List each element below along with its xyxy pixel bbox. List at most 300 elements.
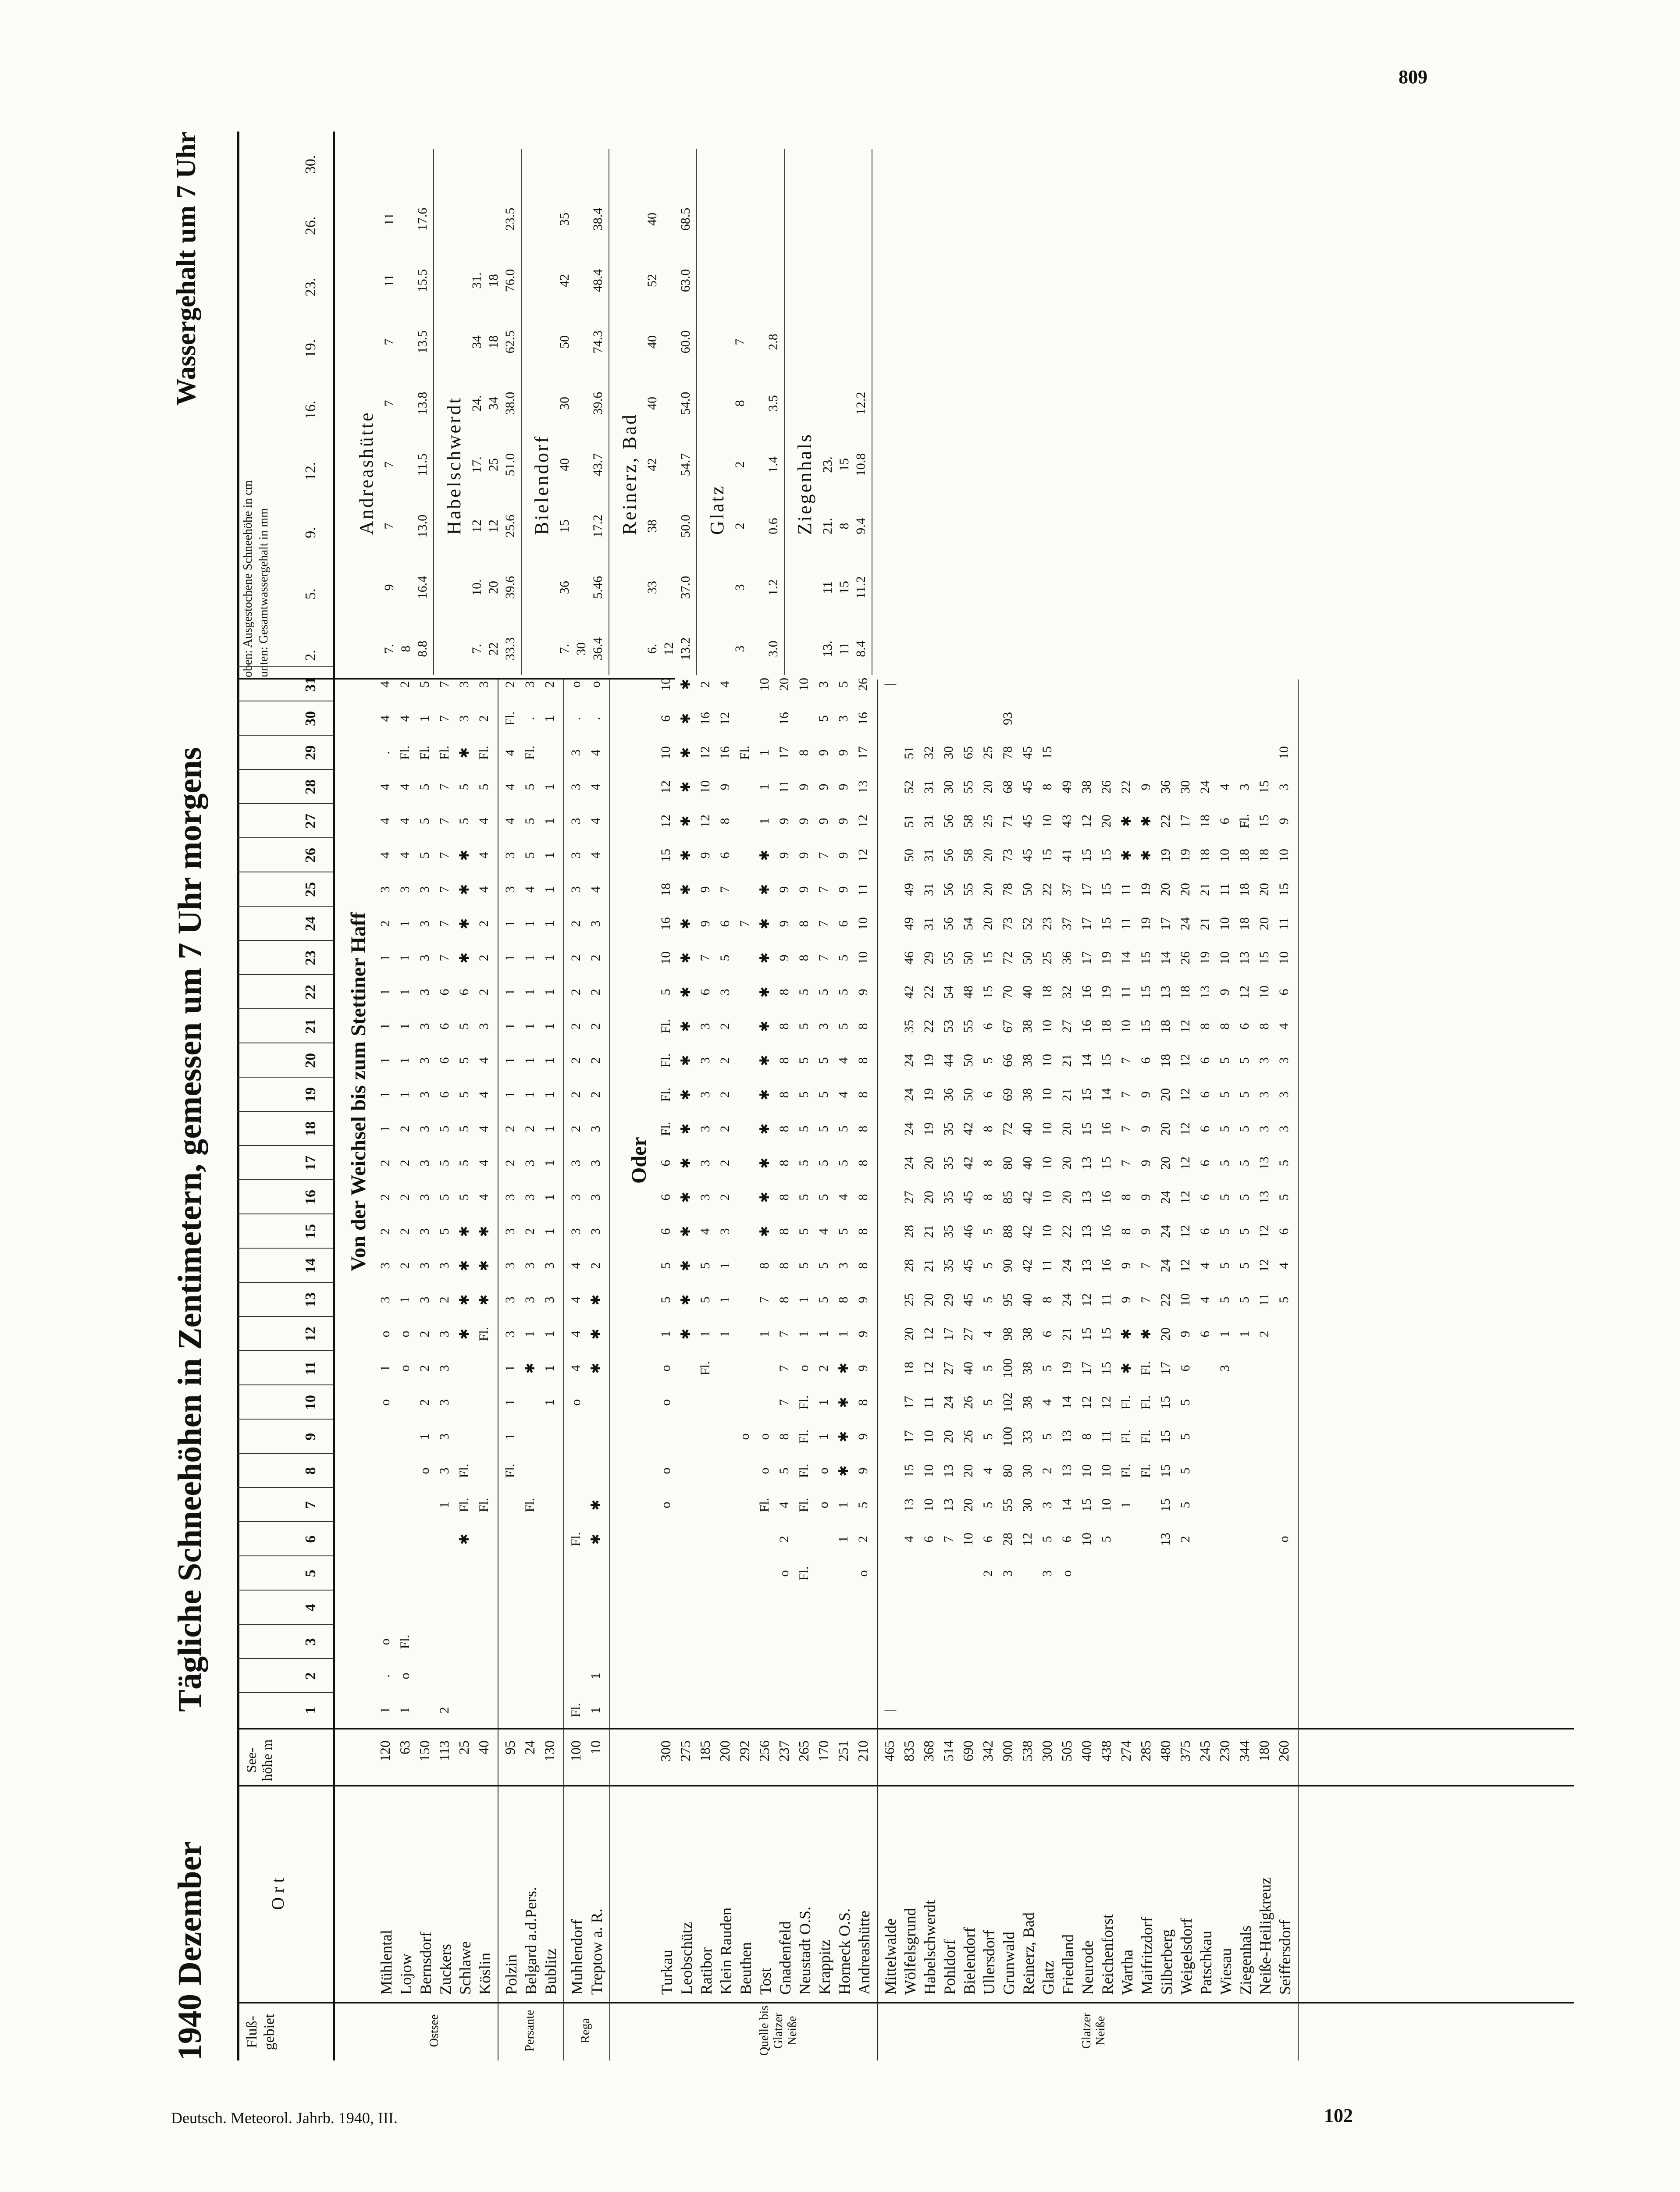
snow-depth-cell: 10 xyxy=(1040,1054,1054,1067)
snow-depth-cell: 5 xyxy=(836,1125,851,1132)
wg-value: 13.8 xyxy=(415,391,430,415)
snow-depth-cell: 5 xyxy=(457,1194,471,1201)
snow-depth-cell: 4 xyxy=(503,783,517,790)
station-name: Ullersdorf xyxy=(980,1930,998,1995)
snow-depth-cell: Fl. xyxy=(658,1121,673,1136)
station-elevation: 63 xyxy=(397,1740,413,1754)
wg-value: 2 xyxy=(733,523,747,530)
wg-value: 40 xyxy=(557,458,572,471)
snow-depth-cell: 13 xyxy=(1079,1225,1094,1238)
station-name: Bielendorf xyxy=(961,1927,978,1995)
snow-depth-cell: 30 xyxy=(941,746,956,759)
snow-depth-cell: 9 xyxy=(1139,1091,1153,1098)
snow-depth-cell: 3 xyxy=(1277,1057,1291,1064)
snow-depth-cell: 65 xyxy=(961,746,975,759)
day-column-rule xyxy=(237,803,333,804)
wg-value: 39.6 xyxy=(503,576,517,599)
snow-depth-cell: 9 xyxy=(797,886,811,893)
snow-depth-cell: 15 xyxy=(1099,1327,1114,1341)
snow-depth-cell: o xyxy=(658,1365,673,1372)
snow-depth-cell: ✱ xyxy=(836,1397,851,1408)
station-name: Andreashütte xyxy=(855,1911,873,1995)
snow-depth-cell: ✱ xyxy=(679,713,693,724)
snow-depth-cell: 15 xyxy=(1257,815,1271,828)
wg-value: 15.5 xyxy=(415,269,430,292)
snow-depth-cell: ✱ xyxy=(457,884,472,895)
snow-depth-cell: ✱ xyxy=(836,1431,851,1442)
snow-depth-cell: 10 xyxy=(1040,815,1054,828)
snow-depth-cell: 25 xyxy=(902,1293,916,1306)
snow-depth-cell: 5 xyxy=(1277,1296,1291,1303)
snow-depth-cell: 1 xyxy=(542,852,557,859)
snow-depth-cell: 12 xyxy=(1178,1156,1192,1170)
snow-depth-cell: 24 xyxy=(1060,1293,1074,1306)
snow-depth-cell: 5 xyxy=(523,852,537,859)
page-number: 809 xyxy=(1399,66,1427,88)
snow-depth-cell: 6 xyxy=(922,1536,936,1543)
snow-depth-cell: 8 xyxy=(757,1262,772,1269)
wg-value: 48.4 xyxy=(591,269,605,292)
snow-depth-cell: 1 xyxy=(437,1502,452,1509)
wg-value: 20 xyxy=(486,581,501,594)
snow-depth-cell: 3 xyxy=(523,1160,537,1167)
snow-depth-cell: ✱ xyxy=(836,1363,851,1374)
snow-depth-cell: 10 xyxy=(1217,951,1232,964)
snow-depth-cell: 3 xyxy=(457,715,471,722)
title-year-month: 1940 Dezember xyxy=(171,1842,208,2060)
snow-depth-cell: 8 xyxy=(777,989,791,996)
wg-day-header-8: 30. xyxy=(303,155,319,174)
snow-depth-cell: 2 xyxy=(718,1194,732,1201)
snow-depth-cell: 5 xyxy=(816,989,831,996)
snow-depth-cell: ✱ xyxy=(679,918,693,929)
snow-depth-cell: 1 xyxy=(1217,1331,1232,1338)
snow-depth-cell: 13 xyxy=(1237,951,1252,964)
snow-depth-cell: 12 xyxy=(1178,1191,1192,1204)
snow-depth-cell: 5 xyxy=(797,1194,811,1201)
snow-depth-cell: 6 xyxy=(1198,1125,1212,1132)
snow-depth-cell: 19 xyxy=(922,1088,936,1101)
snow-depth-cell: 4 xyxy=(378,715,392,722)
snow-depth-cell: 9 xyxy=(1119,1262,1133,1269)
snow-depth-cell: 24 xyxy=(1158,1191,1173,1204)
snow-depth-cell: 2 xyxy=(398,1194,412,1201)
snow-depth-cell: 40 xyxy=(961,1362,975,1375)
snow-depth-cell: 21 xyxy=(1060,1054,1074,1067)
station-elevation: 24 xyxy=(522,1740,537,1754)
snow-depth-cell: 12 xyxy=(1257,1259,1271,1272)
snow-depth-cell: Fl. xyxy=(797,1429,811,1444)
wg-value: 35 xyxy=(557,213,572,226)
snow-depth-cell: ✱ xyxy=(679,850,693,861)
snow-depth-cell: 2 xyxy=(417,1399,432,1406)
snow-depth-cell: 1 xyxy=(836,1536,851,1543)
snow-depth-cell: 11 xyxy=(856,883,870,896)
snow-depth-cell: 50 xyxy=(1020,883,1035,896)
snow-depth-cell: 7 xyxy=(1139,1262,1153,1269)
snow-depth-cell: 3 xyxy=(417,1160,432,1167)
day-header-20: 20 xyxy=(303,1053,319,1068)
snow-depth-cell: Fl. xyxy=(658,1053,673,1068)
station-name: Belgard a.d.Pers. xyxy=(522,1887,540,1995)
snow-depth-cell: 3 xyxy=(569,852,583,859)
snow-depth-cell: 10 xyxy=(922,1498,936,1512)
snow-depth-cell: 5 xyxy=(981,1228,995,1235)
section-title: Von der Weichsel bis zum Stettiner Haff xyxy=(347,912,370,1271)
snow-depth-cell: 9 xyxy=(1277,818,1291,825)
snow-depth-cell: 9 xyxy=(856,1467,870,1474)
snow-depth-cell: 5 xyxy=(457,783,471,790)
snow-depth-cell: 30 xyxy=(941,780,956,794)
snow-depth-cell: 7 xyxy=(777,1399,791,1406)
wg-day-header-7: 26. xyxy=(303,216,319,235)
snow-depth-cell: 13 xyxy=(1158,986,1173,999)
station-elevation: 260 xyxy=(1276,1740,1292,1761)
snow-depth-cell: 16 xyxy=(777,712,791,725)
snow-depth-cell: 16 xyxy=(1099,1259,1114,1272)
snow-depth-cell: 50 xyxy=(961,1088,975,1101)
snow-depth-cell: 11 xyxy=(1119,986,1133,999)
snow-depth-cell: 3 xyxy=(437,1433,452,1440)
day-header-4: 4 xyxy=(303,1604,319,1612)
wg-separator xyxy=(521,149,522,675)
snow-depth-cell: 20 xyxy=(1158,883,1173,896)
table-top-rule xyxy=(237,132,239,2060)
snow-depth-cell: 2 xyxy=(477,920,491,927)
snow-depth-cell: 8 xyxy=(777,1091,791,1098)
station-elevation: 300 xyxy=(658,1740,673,1761)
snow-depth-cell: Fl. xyxy=(1119,1395,1133,1410)
snow-depth-cell: 15 xyxy=(1040,746,1054,759)
snow-depth-cell: 26 xyxy=(961,1430,975,1443)
snow-depth-cell: 21 xyxy=(1060,1327,1074,1341)
snow-depth-cell: 2 xyxy=(503,1160,517,1167)
snow-depth-cell: 13 xyxy=(1257,1156,1271,1170)
snow-depth-cell: 2 xyxy=(378,1194,392,1201)
snow-depth-cell: 2 xyxy=(816,1365,831,1372)
snow-depth-cell: 13 xyxy=(1079,1156,1094,1170)
snow-depth-cell: 9 xyxy=(777,852,791,859)
snow-depth-cell: ✱ xyxy=(1119,1363,1134,1374)
snow-depth-cell: 9 xyxy=(816,749,831,756)
snow-depth-cell: 1 xyxy=(503,1365,517,1372)
wg-value: 0.6 xyxy=(766,518,780,534)
day-header-27: 27 xyxy=(303,814,319,829)
snow-depth-cell: 8 xyxy=(777,1262,791,1269)
wg-value: 36.4 xyxy=(591,637,605,661)
wg-value: 43.7 xyxy=(591,453,605,477)
snow-depth-cell: 17 xyxy=(1158,917,1173,930)
snow-depth-cell: 27 xyxy=(1060,1020,1074,1033)
snow-depth-cell: 7 xyxy=(437,681,452,688)
snow-depth-cell: 2 xyxy=(542,681,557,688)
snow-depth-cell: Fl. xyxy=(1139,1463,1153,1478)
station-name: Tost xyxy=(757,1968,774,1995)
snow-depth-cell: 21 xyxy=(1198,883,1212,896)
wg-value: 11.2 xyxy=(854,576,868,599)
wg-value: 15 xyxy=(837,458,851,471)
snow-depth-cell: 1 xyxy=(503,1023,517,1030)
snow-depth-cell: 3 xyxy=(1257,1125,1271,1132)
snow-depth-cell: 8 xyxy=(981,1160,995,1167)
snow-depth-cell: 18 xyxy=(1158,1020,1173,1033)
wg-value: 15 xyxy=(837,581,851,594)
snow-depth-cell: 7 xyxy=(437,954,452,961)
snow-depth-cell: 8 xyxy=(777,1023,791,1030)
day-header-1: 1 xyxy=(303,1706,319,1714)
day-header-29: 29 xyxy=(303,745,319,760)
snow-depth-cell: 5 xyxy=(457,1091,471,1098)
snow-depth-cell: Fl. xyxy=(417,745,432,760)
snow-depth-cell: 9 xyxy=(777,886,791,893)
day-column-rule xyxy=(237,1179,333,1180)
snow-depth-cell: 5 xyxy=(437,1194,452,1201)
station-elevation: 465 xyxy=(881,1740,897,1761)
wg-value: 42 xyxy=(557,274,572,287)
snow-depth-cell: 5 xyxy=(658,1262,673,1269)
snow-depth-cell: 13 xyxy=(1158,1533,1173,1546)
wg-value: 74.3 xyxy=(591,330,605,354)
snow-depth-cell: 2 xyxy=(503,681,517,688)
day-column-rule xyxy=(237,1248,333,1249)
wg-value: 33.3 xyxy=(503,637,517,661)
snow-depth-cell: 7 xyxy=(1119,1057,1133,1064)
snow-depth-cell: 12 xyxy=(1178,1054,1192,1067)
wg-value: 40 xyxy=(645,335,659,349)
snow-depth-cell: 12 xyxy=(1079,1396,1094,1409)
snow-depth-cell: 9 xyxy=(856,989,870,996)
snow-depth-cell: ✱ xyxy=(1119,1328,1134,1340)
snow-depth-cell: 17 xyxy=(1178,815,1192,828)
snow-depth-cell: 28 xyxy=(902,1259,916,1272)
snow-depth-cell: ✱ xyxy=(679,1089,693,1100)
snow-depth-cell: 4 xyxy=(378,852,392,859)
snow-depth-cell: 30 xyxy=(1178,780,1192,794)
snow-depth-cell: 2 xyxy=(569,954,583,961)
station-name: Mühlental xyxy=(377,1930,395,1995)
snow-depth-cell: ✱ xyxy=(679,1055,693,1066)
snow-depth-cell: 6 xyxy=(1277,1228,1291,1235)
snow-depth-cell: 12 xyxy=(698,815,712,828)
snow-depth-cell: 22 xyxy=(1119,780,1133,794)
snow-depth-cell: o xyxy=(378,1638,392,1645)
snow-depth-cell: 2 xyxy=(523,1228,537,1235)
snow-depth-cell: 11 xyxy=(1040,1259,1054,1272)
station-name: Pohldorf xyxy=(941,1939,958,1995)
snow-depth-cell: 1 xyxy=(542,920,557,927)
snow-depth-cell: 6 xyxy=(437,1023,452,1030)
snow-depth-cell: 31 xyxy=(922,883,936,896)
station-name: Wartha xyxy=(1118,1949,1136,1995)
snow-depth-cell: 3 xyxy=(698,1023,712,1030)
snow-depth-cell: ✱ xyxy=(477,1260,491,1271)
snow-depth-cell: 8 xyxy=(797,954,811,961)
snow-depth-cell: 21 xyxy=(1198,917,1212,930)
station-name: Ziegenhals xyxy=(1237,1925,1254,1995)
snow-depth-cell: o xyxy=(797,1365,811,1372)
snow-depth-cell: 24 xyxy=(1158,1259,1173,1272)
station-name: Weigelsdorf xyxy=(1178,1918,1195,1995)
wg-value: 22 xyxy=(486,642,501,655)
snow-depth-cell: 80 xyxy=(1000,1156,1015,1170)
snow-depth-cell: 1 xyxy=(1237,1331,1252,1338)
station-name: Reichenforst xyxy=(1099,1914,1116,1995)
snow-depth-cell: 8 xyxy=(777,1125,791,1132)
snow-depth-cell: 12 xyxy=(856,849,870,862)
day-column-rule xyxy=(237,940,333,941)
snow-depth-cell: 4 xyxy=(569,1262,583,1269)
snow-depth-cell: 1 xyxy=(816,1433,831,1440)
wg-value: 37.0 xyxy=(678,576,693,599)
snow-depth-cell: 4 xyxy=(378,783,392,790)
snow-depth-cell: 5 xyxy=(698,1296,712,1303)
snow-depth-cell: 15 xyxy=(981,986,995,999)
station-elevation: 900 xyxy=(1000,1740,1015,1761)
snow-depth-cell: 3 xyxy=(378,1296,392,1303)
station-name: Seiffersdorf xyxy=(1276,1919,1294,1995)
snow-depth-cell: 41 xyxy=(1060,849,1074,862)
snow-depth-cell: 3 xyxy=(698,1125,712,1132)
snow-depth-cell: 20 xyxy=(922,1293,936,1306)
snow-depth-cell: 2 xyxy=(718,1160,732,1167)
snow-depth-cell: 1 xyxy=(378,954,392,961)
snow-depth-cell: o xyxy=(378,1399,392,1406)
snow-depth-cell: 16 xyxy=(1099,1225,1114,1238)
snow-depth-cell: 50 xyxy=(961,1054,975,1067)
snow-depth-cell: 3 xyxy=(1040,1502,1054,1509)
station-elevation: 480 xyxy=(1157,1740,1173,1761)
snow-depth-cell: 9 xyxy=(1139,1228,1153,1235)
snow-depth-cell: 3 xyxy=(477,681,491,688)
snow-depth-cell: 4 xyxy=(477,886,491,893)
day-header-21: 21 xyxy=(303,1019,319,1034)
snow-depth-cell: 1 xyxy=(542,818,557,825)
snow-depth-cell: 12 xyxy=(658,780,673,794)
snow-depth-cell: 2 xyxy=(569,1023,583,1030)
snow-depth-cell: 20 xyxy=(1158,1122,1173,1135)
snow-depth-cell: 2 xyxy=(569,1125,583,1132)
wg-value: 2 xyxy=(733,461,747,468)
snow-depth-cell: 11 xyxy=(777,780,791,794)
snow-depth-cell: 3 xyxy=(503,852,517,859)
snow-depth-cell: 26 xyxy=(1178,951,1192,964)
snow-depth-cell: 45 xyxy=(961,1191,975,1204)
snow-depth-cell: 15 xyxy=(1099,1362,1114,1375)
snow-depth-cell: 17 xyxy=(1079,883,1094,896)
snow-depth-cell: ✱ xyxy=(457,1294,472,1306)
snow-depth-cell: 17 xyxy=(1079,951,1094,964)
snow-depth-cell: 5 xyxy=(836,1160,851,1167)
snow-depth-cell: 2 xyxy=(588,1057,603,1064)
snow-depth-cell: 15 xyxy=(1099,1054,1114,1067)
column-rule xyxy=(237,1785,1574,1786)
snow-depth-cell: . xyxy=(569,717,583,720)
snow-depth-cell: 11 xyxy=(922,1396,936,1409)
wg-value: 13.0 xyxy=(415,514,430,538)
snow-depth-cell: 3 xyxy=(836,715,851,722)
snow-depth-cell: 7 xyxy=(718,886,732,893)
snow-depth-cell: 8 xyxy=(797,920,811,927)
snow-depth-cell: 78 xyxy=(1000,746,1015,759)
snow-depth-cell: 5 xyxy=(417,783,432,790)
wg-separator xyxy=(784,149,785,675)
snow-depth-cell: o xyxy=(757,1433,772,1440)
snow-depth-cell: 5 xyxy=(523,783,537,790)
day-header-17: 17 xyxy=(303,1156,319,1171)
station-name: Neurode xyxy=(1079,1940,1096,1995)
snow-depth-cell: 5 xyxy=(1237,1057,1252,1064)
snow-depth-cell: 1 xyxy=(542,886,557,893)
snow-depth-cell: 5 xyxy=(1277,1194,1291,1201)
snow-depth-cell: 25 xyxy=(1040,951,1054,964)
snow-depth-cell: 45 xyxy=(961,1259,975,1272)
station-name: Reinerz, Bad xyxy=(1020,1912,1037,1995)
snow-depth-cell: 70 xyxy=(1000,986,1015,999)
snow-depth-cell: 1 xyxy=(757,1331,772,1338)
snow-depth-cell: 50 xyxy=(961,951,975,964)
snow-depth-cell: 2 xyxy=(698,681,712,688)
snow-depth-cell: 1 xyxy=(398,1091,412,1098)
snow-depth-cell: 18 xyxy=(902,1362,916,1375)
snow-depth-cell: 3 xyxy=(1257,1057,1271,1064)
wg-station-name: Ziegenhals xyxy=(794,432,815,535)
snow-depth-cell: Fl. xyxy=(797,1498,811,1512)
snow-depth-cell: 8 xyxy=(856,1125,870,1132)
snow-depth-cell: 10 xyxy=(698,780,712,794)
wg-value: 7. xyxy=(382,644,396,654)
snow-depth-cell: 67 xyxy=(1000,1020,1015,1033)
day-header-2: 2 xyxy=(303,1672,319,1680)
station-elevation: 375 xyxy=(1177,1740,1193,1761)
snow-depth-cell: 3 xyxy=(437,1467,452,1474)
snow-depth-cell: Fl. xyxy=(658,1019,673,1034)
snow-depth-cell: 17 xyxy=(902,1430,916,1443)
day-header-15: 15 xyxy=(303,1224,319,1239)
snow-depth-cell: ✱ xyxy=(1139,815,1153,827)
snow-depth-cell: 8 xyxy=(856,1399,870,1406)
snow-depth-cell: 18 xyxy=(1178,986,1192,999)
snow-depth-cell: 3 xyxy=(503,1228,517,1235)
snow-depth-cell: 6 xyxy=(1040,1331,1054,1338)
snow-depth-cell: 1 xyxy=(542,1399,557,1406)
snow-depth-cell: | xyxy=(882,1709,897,1712)
snow-depth-cell: 51 xyxy=(902,815,916,828)
snow-depth-cell: 5 xyxy=(1178,1467,1192,1474)
wg-value: 8.4 xyxy=(854,641,868,657)
snow-depth-cell: 5 xyxy=(437,1160,452,1167)
snow-depth-cell: 15 xyxy=(1079,849,1094,862)
snow-depth-cell: 9 xyxy=(836,749,851,756)
snow-depth-cell: 1 xyxy=(503,954,517,961)
snow-depth-cell: 16 xyxy=(698,712,712,725)
snow-depth-cell: 32 xyxy=(922,746,936,759)
snow-depth-cell: 8 xyxy=(797,749,811,756)
wg-value: 13. xyxy=(820,641,835,657)
snow-depth-cell: 52 xyxy=(1020,917,1035,930)
snow-depth-cell: 1 xyxy=(542,1057,557,1064)
snow-depth-cell: 4 xyxy=(698,1228,712,1235)
station-elevation: 170 xyxy=(815,1740,831,1761)
snow-depth-cell: 15 xyxy=(1099,917,1114,930)
snow-depth-cell: 9 xyxy=(1139,1194,1153,1201)
snow-depth-cell: 15 xyxy=(1099,1156,1114,1170)
wg-value: 7 xyxy=(733,338,747,345)
snow-depth-cell: 5 xyxy=(797,989,811,996)
snow-depth-cell: 10 xyxy=(922,1430,936,1443)
wg-day-header-4: 16. xyxy=(303,400,319,420)
snow-depth-cell: 8 xyxy=(981,1194,995,1201)
snow-depth-cell: 3 xyxy=(1237,783,1252,790)
